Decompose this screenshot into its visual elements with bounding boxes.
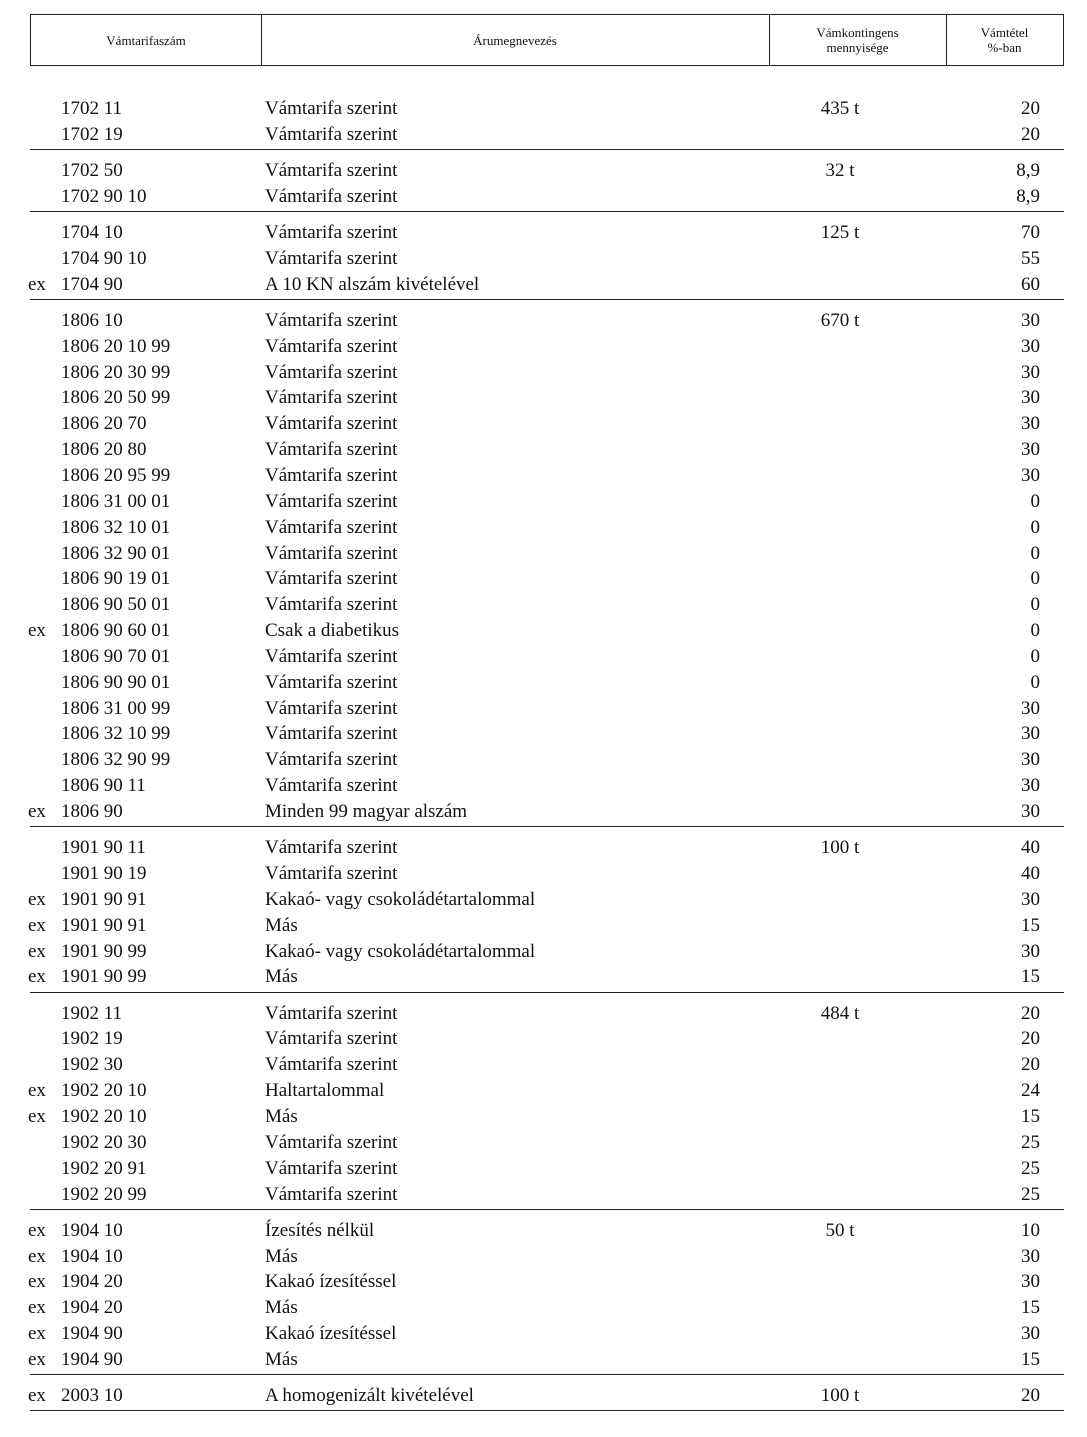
description: Vámtarifa szerint — [265, 335, 398, 357]
table-row — [0, 593, 1087, 617]
table-row — [0, 671, 1087, 695]
duty-rate: 30 — [1021, 1323, 1040, 1345]
description: Csak a diabetikus — [265, 620, 400, 642]
duty-rate: 30 — [1021, 697, 1040, 719]
table-row — [0, 309, 1087, 333]
duty-rate: 25 — [1021, 1183, 1040, 1205]
tariff-code: 1902 30 — [61, 1054, 123, 1076]
table-row — [0, 619, 1087, 643]
group-divider — [30, 149, 1064, 150]
description: Kakaó ízesítéssel — [265, 1323, 397, 1345]
table-row — [0, 1183, 1087, 1207]
description: Vámtarifa szerint — [265, 645, 398, 667]
table-row — [0, 1245, 1087, 1269]
description: Más — [265, 1297, 298, 1319]
tariff-code: 1806 90 60 01 — [61, 620, 171, 642]
tariff-code: 2003 10 — [61, 1385, 123, 1407]
table-row — [0, 888, 1087, 912]
tariff-code: 1806 10 — [61, 309, 123, 331]
description: Vámtarifa szerint — [265, 775, 398, 797]
table-row — [0, 1131, 1087, 1155]
description: Vámtarifa szerint — [265, 1002, 398, 1024]
table-bottom-line — [30, 1410, 1064, 1411]
description: Vámtarifa szerint — [265, 1183, 398, 1205]
tariff-code: 1904 20 — [61, 1271, 123, 1293]
tariff-code: 1902 19 — [61, 1028, 123, 1050]
description: Vámtarifa szerint — [265, 1028, 398, 1050]
duty-rate: 0 — [1030, 645, 1040, 667]
ex-marker: ex — [28, 888, 46, 910]
tariff-code: 1702 50 — [61, 160, 123, 181]
duty-rate: 30 — [1021, 464, 1040, 486]
tariff-code: 1806 90 11 — [61, 775, 146, 797]
description: Ízesítés nélkül — [265, 1219, 375, 1241]
ex-marker: ex — [28, 1348, 46, 1370]
duty-rate: 30 — [1021, 387, 1040, 409]
duty-rate: 15 — [1021, 1348, 1040, 1370]
tariff-code: 1904 20 — [61, 1297, 123, 1319]
tariff-code: 1806 32 90 99 — [61, 749, 171, 771]
ex-marker: ex — [28, 914, 46, 936]
duty-rate: 0 — [1030, 490, 1040, 512]
table-row — [0, 123, 1087, 147]
table-row — [0, 1027, 1087, 1051]
header-qty — [769, 15, 946, 65]
description: Vámtarifa szerint — [265, 160, 398, 181]
header-rate-label-1: Vámtétel — [980, 25, 1029, 40]
duty-rate: 15 — [1021, 1297, 1040, 1319]
description: Vámtarifa szerint — [265, 837, 398, 859]
quota-quantity: 435 t — [820, 98, 860, 119]
duty-rate: 15 — [1021, 966, 1040, 988]
duty-rate: 25 — [1021, 1157, 1040, 1179]
group-divider — [30, 211, 1064, 212]
duty-rate: 30 — [1021, 1245, 1040, 1267]
tariff-code: 1806 20 10 99 — [61, 335, 171, 357]
duty-rate: 24 — [1021, 1080, 1040, 1102]
group-divider — [30, 992, 1064, 993]
tariff-code: 1901 90 11 — [61, 837, 146, 859]
tariff-code: 1704 10 — [61, 222, 123, 243]
table-row — [0, 1219, 1087, 1243]
ex-marker: ex — [28, 1219, 46, 1241]
ex-marker: ex — [28, 620, 46, 642]
tariff-code: 1902 11 — [61, 1002, 123, 1024]
ex-marker: ex — [28, 966, 46, 988]
table-row — [0, 1384, 1087, 1408]
tariff-code: 1901 90 91 — [61, 914, 147, 936]
duty-rate: 8,9 — [1016, 160, 1040, 181]
group-divider — [30, 299, 1064, 300]
duty-rate: 10 — [1021, 1219, 1040, 1241]
description: Vámtarifa szerint — [265, 568, 398, 590]
description: Más — [265, 1348, 298, 1370]
duty-rate: 30 — [1021, 335, 1040, 357]
description: Kakaó ízesítéssel — [265, 1271, 397, 1293]
tariff-code: 1702 11 — [61, 98, 123, 119]
tariff-code: 1904 10 — [61, 1219, 123, 1241]
table-row — [0, 1296, 1087, 1320]
ex-marker: ex — [28, 801, 46, 822]
table-row — [0, 645, 1087, 669]
table-header — [30, 14, 1064, 66]
description: Vámtarifa szerint — [265, 309, 398, 331]
tariff-code: 1902 20 10 — [61, 1080, 147, 1102]
header-code — [31, 15, 261, 65]
description: Haltartalommal — [265, 1080, 385, 1102]
description: Vámtarifa szerint — [265, 464, 398, 486]
table-row — [0, 940, 1087, 964]
table-row — [0, 273, 1087, 297]
table-row — [0, 247, 1087, 271]
quota-quantity: 100 t — [820, 1385, 860, 1407]
group-divider — [30, 826, 1064, 827]
description: Vámtarifa szerint — [265, 749, 398, 771]
description: A homogenizált kivételével — [265, 1385, 474, 1407]
table-row — [0, 800, 1087, 824]
tariff-code: 1704 90 — [61, 273, 123, 295]
quota-quantity: 32 t — [825, 160, 855, 181]
header-rate-label-2: %-ban — [987, 40, 1022, 55]
description: Vámtarifa szerint — [265, 863, 398, 884]
table-row — [0, 1322, 1087, 1346]
tariff-code: 1702 90 10 — [61, 185, 147, 207]
duty-rate: 30 — [1021, 1271, 1040, 1293]
table-row — [0, 1157, 1087, 1181]
duty-rate: 30 — [1021, 775, 1040, 797]
quota-quantity: 50 t — [825, 1219, 855, 1241]
header-desc — [261, 15, 769, 65]
table-row — [0, 542, 1087, 566]
duty-rate: 30 — [1021, 801, 1040, 822]
tariff-code: 1806 90 70 01 — [61, 645, 171, 667]
tariff-code: 1902 20 99 — [61, 1183, 147, 1205]
table-row — [0, 748, 1087, 772]
tariff-code: 1702 19 — [61, 123, 123, 145]
tariff-code: 1806 32 10 01 — [61, 516, 171, 538]
quota-quantity: 100 t — [820, 837, 860, 859]
ex-marker: ex — [28, 1105, 46, 1127]
tariff-code: 1901 90 99 — [61, 966, 147, 988]
tariff-code: 1806 32 10 99 — [61, 723, 171, 745]
table-row — [0, 361, 1087, 385]
table-row — [0, 1348, 1087, 1372]
header-code-label: Vámtarifaszám — [106, 32, 186, 48]
table-row — [0, 438, 1087, 462]
tariff-code: 1806 20 70 — [61, 413, 147, 435]
duty-rate: 30 — [1021, 723, 1040, 745]
tariff-code: 1902 20 10 — [61, 1105, 147, 1127]
description: Vámtarifa szerint — [265, 1054, 398, 1076]
duty-rate: 8,9 — [1016, 185, 1040, 207]
description: Vámtarifa szerint — [265, 123, 398, 145]
duty-rate: 30 — [1021, 749, 1040, 771]
duty-rate: 0 — [1030, 594, 1040, 616]
description: Más — [265, 1245, 298, 1267]
duty-rate: 30 — [1021, 940, 1040, 962]
tariff-code: 1806 31 00 01 — [61, 490, 171, 512]
duty-rate: 20 — [1021, 98, 1040, 119]
table-row — [0, 159, 1087, 183]
table-row — [0, 836, 1087, 860]
table-row — [0, 1270, 1087, 1294]
description: Vámtarifa szerint — [265, 185, 398, 207]
duty-rate: 55 — [1021, 247, 1040, 269]
duty-rate: 70 — [1021, 222, 1040, 243]
header-qty-label-1: Vámkontingens — [816, 25, 899, 40]
table-row — [0, 697, 1087, 721]
duty-rate: 0 — [1030, 542, 1040, 564]
duty-rate: 30 — [1021, 309, 1040, 331]
description: Vámtarifa szerint — [265, 361, 398, 383]
ex-marker: ex — [28, 1323, 46, 1345]
tariff-code: 1806 31 00 99 — [61, 697, 171, 719]
description: Vámtarifa szerint — [265, 1157, 398, 1179]
duty-rate: 60 — [1021, 273, 1040, 295]
description: A 10 KN alszám kivételével — [265, 273, 480, 295]
description: Vámtarifa szerint — [265, 98, 398, 119]
duty-rate: 0 — [1030, 620, 1040, 642]
duty-rate: 20 — [1021, 1002, 1040, 1024]
table-row — [0, 722, 1087, 746]
description: Vámtarifa szerint — [265, 413, 398, 435]
tariff-code: 1904 90 — [61, 1348, 123, 1370]
tariff-code: 1902 20 91 — [61, 1157, 147, 1179]
duty-rate: 25 — [1021, 1131, 1040, 1153]
description: Vámtarifa szerint — [265, 697, 398, 719]
tariff-code: 1904 90 — [61, 1323, 123, 1345]
table-row — [0, 774, 1087, 798]
duty-rate: 0 — [1030, 671, 1040, 693]
table-row — [0, 386, 1087, 410]
duty-rate: 15 — [1021, 1105, 1040, 1127]
tariff-code: 1806 32 90 01 — [61, 542, 171, 564]
duty-rate: 0 — [1030, 568, 1040, 590]
tariff-code: 1902 20 30 — [61, 1131, 147, 1153]
group-divider — [30, 1209, 1064, 1210]
table-row — [0, 914, 1087, 938]
tariff-code: 1904 10 — [61, 1245, 123, 1267]
quota-quantity: 484 t — [820, 1002, 860, 1024]
description: Kakaó- vagy csokoládétartalommal — [265, 940, 536, 962]
table-row — [0, 490, 1087, 514]
tariff-code: 1806 20 80 — [61, 439, 147, 461]
ex-marker: ex — [28, 1080, 46, 1102]
tariff-code: 1806 90 19 01 — [61, 568, 171, 590]
duty-rate: 15 — [1021, 914, 1040, 936]
table-row — [0, 862, 1087, 886]
description: Vámtarifa szerint — [265, 490, 398, 512]
table-row — [0, 516, 1087, 540]
table-row — [0, 1079, 1087, 1103]
duty-rate: 20 — [1021, 1054, 1040, 1076]
duty-rate: 30 — [1021, 361, 1040, 383]
duty-rate: 0 — [1030, 516, 1040, 538]
table-row — [0, 335, 1087, 359]
duty-rate: 30 — [1021, 413, 1040, 435]
table-row — [0, 412, 1087, 436]
ex-marker: ex — [28, 273, 46, 295]
table-row — [0, 1002, 1087, 1026]
description: Vámtarifa szerint — [265, 222, 398, 243]
tariff-code: 1806 20 95 99 — [61, 464, 171, 486]
tariff-code: 1806 90 50 01 — [61, 594, 171, 616]
description: Vámtarifa szerint — [265, 594, 398, 616]
table-row — [0, 965, 1087, 989]
description: Vámtarifa szerint — [265, 542, 398, 564]
duty-rate: 30 — [1021, 888, 1040, 910]
header-desc-label: Árumegnevezés — [473, 32, 557, 48]
header-rate — [946, 15, 1063, 65]
ex-marker: ex — [28, 940, 46, 962]
description: Más — [265, 914, 298, 936]
ex-marker: ex — [28, 1271, 46, 1293]
tariff-code: 1806 90 90 01 — [61, 671, 171, 693]
duty-rate: 40 — [1021, 863, 1040, 884]
tariff-code: 1901 90 99 — [61, 940, 147, 962]
description: Vámtarifa szerint — [265, 387, 398, 409]
tariff-code: 1806 20 50 99 — [61, 387, 171, 409]
duty-rate: 30 — [1021, 439, 1040, 461]
description: Más — [265, 966, 298, 988]
ex-marker: ex — [28, 1297, 46, 1319]
description: Vámtarifa szerint — [265, 439, 398, 461]
duty-rate: 20 — [1021, 123, 1040, 145]
table-row — [0, 97, 1087, 121]
description: Minden 99 magyar alszám — [265, 801, 468, 822]
description: Vámtarifa szerint — [265, 1131, 398, 1153]
tariff-code: 1806 90 — [61, 801, 123, 822]
ex-marker: ex — [28, 1385, 46, 1407]
duty-rate: 20 — [1021, 1385, 1040, 1407]
ex-marker: ex — [28, 1245, 46, 1267]
table-row — [0, 221, 1087, 245]
description: Vámtarifa szerint — [265, 516, 398, 538]
tariff-code: 1901 90 19 — [61, 863, 147, 884]
description: Vámtarifa szerint — [265, 723, 398, 745]
description: Más — [265, 1105, 298, 1127]
tariff-code: 1901 90 91 — [61, 888, 147, 910]
quota-quantity: 125 t — [820, 222, 860, 243]
table-row — [0, 464, 1087, 488]
table-row — [0, 1053, 1087, 1077]
description: Vámtarifa szerint — [265, 671, 398, 693]
group-divider — [30, 1374, 1064, 1375]
quota-quantity: 670 t — [820, 309, 860, 331]
table-row — [0, 567, 1087, 591]
duty-rate: 20 — [1021, 1028, 1040, 1050]
duty-rate: 40 — [1021, 837, 1040, 859]
table-row — [0, 185, 1087, 209]
tariff-code: 1806 20 30 99 — [61, 361, 171, 383]
header-qty-label-2: mennyisége — [826, 40, 889, 55]
tariff-code: 1704 90 10 — [61, 247, 147, 269]
description: Vámtarifa szerint — [265, 247, 398, 269]
table-row — [0, 1105, 1087, 1129]
description: Kakaó- vagy csokoládétartalommal — [265, 888, 536, 910]
